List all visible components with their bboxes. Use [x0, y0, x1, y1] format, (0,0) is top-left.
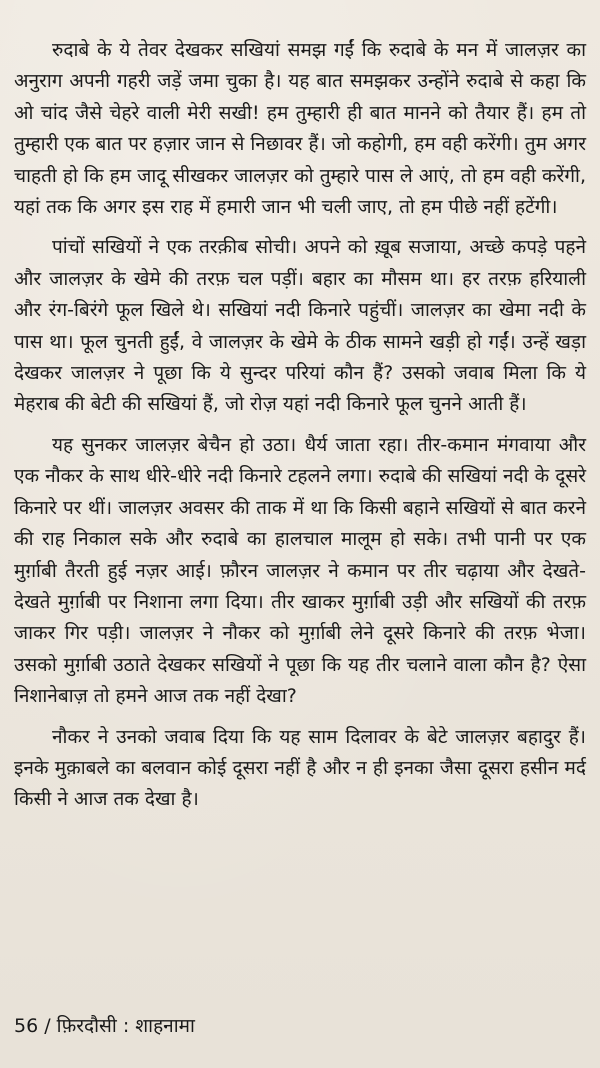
paragraph-3: यह सुनकर जालज़र बेचैन हो उठा। धैर्य जाता रहा। तीर-कमान मंगवाया और एक नौकर के साथ धीरे-धीरे नदी किनारे टहलने लगा। रुदाबे की सखियां नदी के दूसरे किनारे पर थीं। जालज़र अवसर की ताक में था कि किसी बहाने सखियों से बात करने की राह निकाल सके और रुदाबे का हालचाल मालूम हो सके। तभी पानी पर एक मुर्ग़ाबी तैरती हुई नज़र आई। फ़ौरन जालज़र ने कमान पर तीर चढ़ाया और देखते-देखते मुर्ग़ाबी पर निशाना लगा दिया। तीर खाकर मुर्ग़ाबी उड़ी और सखियों की तरफ़ जाकर गिर पड़ी। जालज़र ने नौकर को मुर्ग़ाबी लेने दूसरे किनारे की तरफ़ भेजा। उसको मुर्ग़ाबी उठाते देखकर सखियों ने पूछा कि यह तीर चलाने वाला कौन है? ऐसा निशानेबाज़ तो हमने आज तक नहीं देखा? [14, 433, 586, 708]
paragraph-2: पांचों सखियों ने एक तरक़ीब सोची। अपने को ख़ूब सजाया, अच्छे कपड़े पहने और जालज़र के खेमे की तरफ़ चल पड़ीं। बहार का मौसम था। हर तरफ़ हरियाली और रंग-बिरंगे फूल खिले थे। सखियां नदी किनारे पहुंचीं। जालज़र का खेमा नदी के पास था। फूल चुनती हुईं, वे जालज़र के खेमे के ठीक सामने खड़ी हो गईं। उन्हें खड़ा देखकर जालज़र ने पूछा कि ये सुन्दर परियां कौन हैं? उसको जवाब मिला कि ये मेहराब की बेटी की सखियां हैं, जो रोज़ यहां नदी किनारे फूल चुनने आती हैं। [14, 236, 586, 416]
paragraph-1: रुदाबे के ये तेवर देखकर सखियां समझ गईं कि रुदाबे के मन में जालज़र का अनुराग अपनी गहरी जड़ें जमा चुका है। यह बात समझकर उन्होंने रुदाबे से कहा कि ओ चांद जैसे चेहरे वाली मेरी सखी! हम तुम्हारी ही बात मानने को तैयार हैं। हम तो तुम्हारी एक बात पर हज़ार जान से निछावर हैं। जो कहोगी, हम वही करेंगी। तुम अगर चाहती हो कि हम जादू सीखकर जालज़र को तुम्हारे पास ले आएं, तो हम वही करेंगी, यहां तक कि अगर इस राह में हमारी जान भी चली जाए, तो हम पीछे नहीं हटेंगी। [14, 39, 586, 219]
page-footer: 56 / फ़िरदौसी : शाहनामा [14, 1015, 195, 1037]
body-text [14, 35, 586, 825]
paragraph-4: नौकर ने उनको जवाब दिया कि यह साम दिलावर के बेटे जालज़र बहादुर हैं। इनके मुक़ाबले का बलवान कोई दूसरा नहीं है और न ही इनका जैसा दूसरा हसीन मर्द किसी ने आज तक देखा है। [14, 725, 586, 811]
